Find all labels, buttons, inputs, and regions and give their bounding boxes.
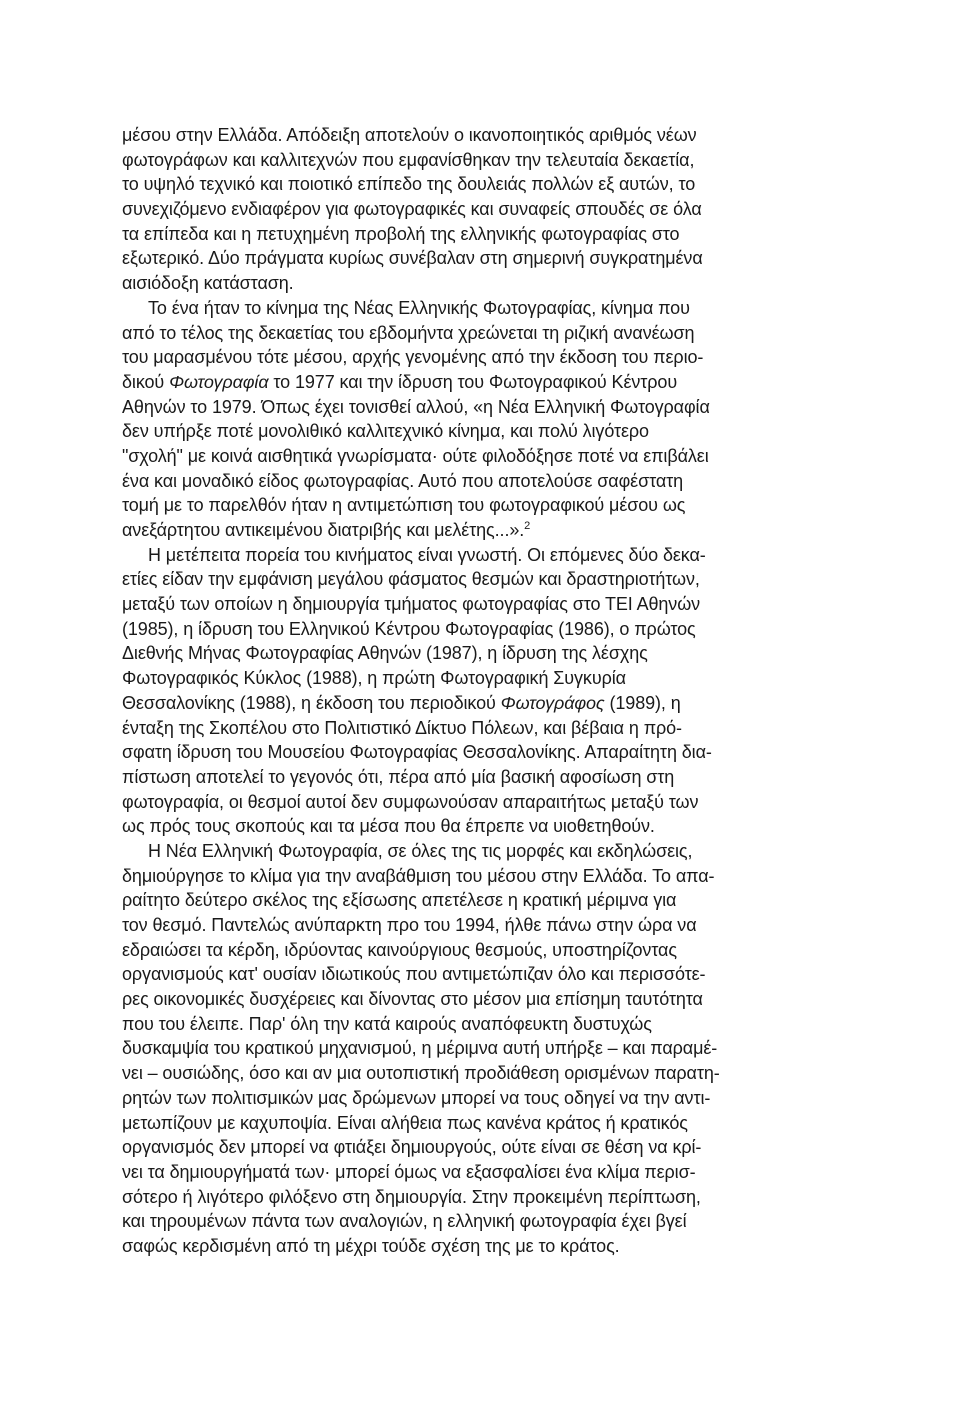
text-line: σότερο ή λιγότερο φιλόξενο στη δημιουργία. Στην προκειμένη περίπτωση,	[122, 1186, 701, 1207]
text-line: εξωτερικό. Δύο πράγματα κυρίως συνέβαλαν στη σημερινή συγκρατημένα	[122, 248, 703, 269]
text-line: φωτογραφία, οι θεσμοί αυτοί δεν συμφωνούσαν απαραιτήτως μεταξύ των	[122, 791, 699, 812]
text-line: ένα και μοναδικό είδος φωτογραφίας. Αυτό που αποτελούσε σαφέστατη	[122, 470, 684, 491]
text-line: συνεχιζόμενο ενδιαφέρον για φωτογραφικές και συναφείς σπουδές σε όλα	[122, 199, 702, 220]
text-line: Η μετέπειτα πορεία του κινήματος είναι γνωστή. Οι επόμενες δύο δεκα-	[148, 544, 706, 565]
text-line: από το τέλος της δεκαετίας του εβδομήντα χρεώνεται τη ριζική ανανέωση	[122, 322, 695, 343]
text-body	[122, 123, 762, 1259]
text-line: ρες οικονομικές δυσχέρειες και δίνοντας στο μέσον μια επίσημη ταυτότητα	[122, 989, 703, 1010]
paragraph-3	[122, 543, 762, 839]
text-line: και τηρουμένων πάντα των αναλογιών, η ελληνική φωτογραφία έχει βγεί	[122, 1211, 687, 1232]
text-line: νει – ουσιώδης, όσο και αν μια ουτοπιστική προδιάθεση ορισμένων παρατη-	[122, 1063, 720, 1084]
text-line: τα επίπεδα και η πετυχημένη προβολή της ελληνικής φωτογραφίας στο	[122, 223, 680, 244]
periodical-title: Φωτογράφος	[500, 692, 605, 713]
text-line: τον θεσμό. Παντελώς ανύπαρκτη προ του 1994, ήλθε πάνω στην ώρα να	[122, 915, 697, 935]
text-span: Θεσσαλονίκης (1988), η έκδοση του περιοδικού	[122, 692, 501, 713]
text-line: τομή με το παρελθόν ήταν η αντιμετώπιση του φωτογραφικού μέσου ως	[122, 495, 686, 516]
text-line: δημιούργησε το κλίμα για την αναβάθμιση του μέσου στην Ελλάδα. Το απα-	[122, 865, 715, 886]
text-line: Η Νέα Ελληνική Φωτογραφία, σε όλες της τις μορφές και εκδηλώσεις,	[148, 840, 693, 861]
text-line-with-footnote	[122, 518, 762, 543]
text-line: "σχολή" με κοινά αισθητικά γνωρίσματα· ούτε φιλοδόξησε ποτέ να επιβάλει	[122, 445, 709, 466]
text-line: μέσου στην Ελλάδα. Απόδειξη αποτελούν ο ικανοποιητικός αριθμός νέων	[122, 125, 697, 145]
text-line: ραίτητο δεύτερο σκέλος της εξίσωσης απετέλεσε η κρατική μέριμνα για	[122, 890, 677, 911]
text-span: (1989), η	[604, 692, 681, 713]
text-line: ετίες είδαν την εμφάνιση μεγάλου φάσματος θεσμών και δραστηριοτήτων,	[122, 569, 700, 590]
text-line: σφατη ίδρυση του Μουσείου Φωτογραφίας Θεσσαλονίκης. Απαραίτητη δια-	[122, 742, 712, 763]
text-span: δικού	[122, 371, 170, 392]
text-line: ρητών των πολιτισμικών μας δρώμενων μπορεί να τους οδηγεί να την αντι-	[122, 1087, 711, 1108]
paragraph-2	[122, 296, 762, 543]
periodical-title: Φωτογραφία	[169, 371, 269, 392]
text-line: δυσκαμψία του κρατικού μηχανισμού, η μέριμνα αυτή υπήρξε – και παραμέ-	[122, 1038, 718, 1059]
text-line: Διεθνής Μήνας Φωτογραφίας Αθηνών (1987), η ίδρυση της λέσχης	[122, 643, 648, 664]
paragraph-1	[122, 123, 762, 296]
text-line-with-italic	[122, 370, 762, 395]
text-line: που του έλειπε. Παρ' όλη την κατά καιρούς αναπόφευκτη δυστυχώς	[122, 1013, 652, 1034]
text-line: οργανισμός δεν μπορεί να φτιάξει δημιουργούς, ούτε είναι σε θέση να κρί-	[122, 1137, 702, 1158]
text-line: ένταξη της Σκοπέλου στο Πολιτιστικό Δίκτυο Πόλεων, και βέβαια η πρό-	[122, 717, 682, 738]
text-line: Φωτογραφικός Κύκλος (1988), η πρώτη Φωτογραφική Συγκυρία	[122, 668, 626, 689]
paragraph-4	[122, 839, 762, 1259]
text-line: του μαρασμένου τότε μέσου, αρχής γενομένης από την έκδοση του περιο-	[122, 347, 704, 368]
text-line: φωτογράφων και καλλιτεχνών που εμφανίσθηκαν την τελευταία δεκαετία,	[122, 149, 695, 170]
text-span: το 1977 και την ίδρυση του Φωτογραφικού Κέντρου	[268, 371, 678, 392]
text-line: εδραιώσει τα κέρδη, ιδρύοντας καινούργιους θεσμούς, υποστηρίζοντας	[122, 939, 677, 960]
text-line: οργανισμούς κατ' ουσίαν ιδιωτικούς που αντιμετώπιζαν όλο και περισσότε-	[122, 964, 706, 985]
text-line: (1985), η ίδρυση του Ελληνικού Κέντρου Φωτογραφίας (1986), ο πρώτος	[122, 618, 696, 639]
text-line: ως πρός τους σκοπούς και τα μέσα που θα έπρεπε να υιοθετηθούν.	[122, 816, 655, 837]
text-span: ανεξάρτητου αντικειμένου διατριβής και μελέτης...».	[122, 520, 525, 540]
text-line: αισιόδοξη κατάσταση.	[122, 273, 294, 294]
text-line: Το ένα ήταν το κίνημα της Νέας Ελληνικής Φωτογραφίας, κίνημα που	[148, 297, 690, 318]
text-line-with-italic	[122, 691, 762, 716]
text-line: μετωπίζουν με καχυποψία. Είναι αλήθεια πως κανένα κράτος ή κρατικός	[122, 1112, 688, 1133]
text-line: μεταξύ των οποίων η δημιουργία τμήματος φωτογραφίας στο ΤΕΙ Αθηνών	[122, 594, 701, 615]
text-line: δεν υπήρξε ποτέ μονολιθικό καλλιτεχνικό κίνημα, και πολύ λιγότερο	[122, 421, 649, 442]
text-line: σαφώς κερδισμένη από τη μέχρι τούδε σχέση της με το κράτος.	[122, 1235, 620, 1256]
text-line: νει τα δημιουργήματά των· μπορεί όμως να εξασφαλίσει ένα κλίμα περισ-	[122, 1161, 696, 1182]
text-line: το υψηλό τεχνικό και ποιοτικό επίπεδο της δουλειάς πολλών εξ αυτών, το	[122, 174, 696, 195]
text-line: πίστωση αποτελεί το γεγονός ότι, πέρα από μία βασική αφοσίωση στη	[122, 766, 675, 787]
text-line: Αθηνών το 1979. Όπως έχει τονισθεί αλλού, «η Νέα Ελληνική Φωτογραφία	[122, 396, 710, 417]
footnote-marker: 2	[524, 520, 531, 532]
